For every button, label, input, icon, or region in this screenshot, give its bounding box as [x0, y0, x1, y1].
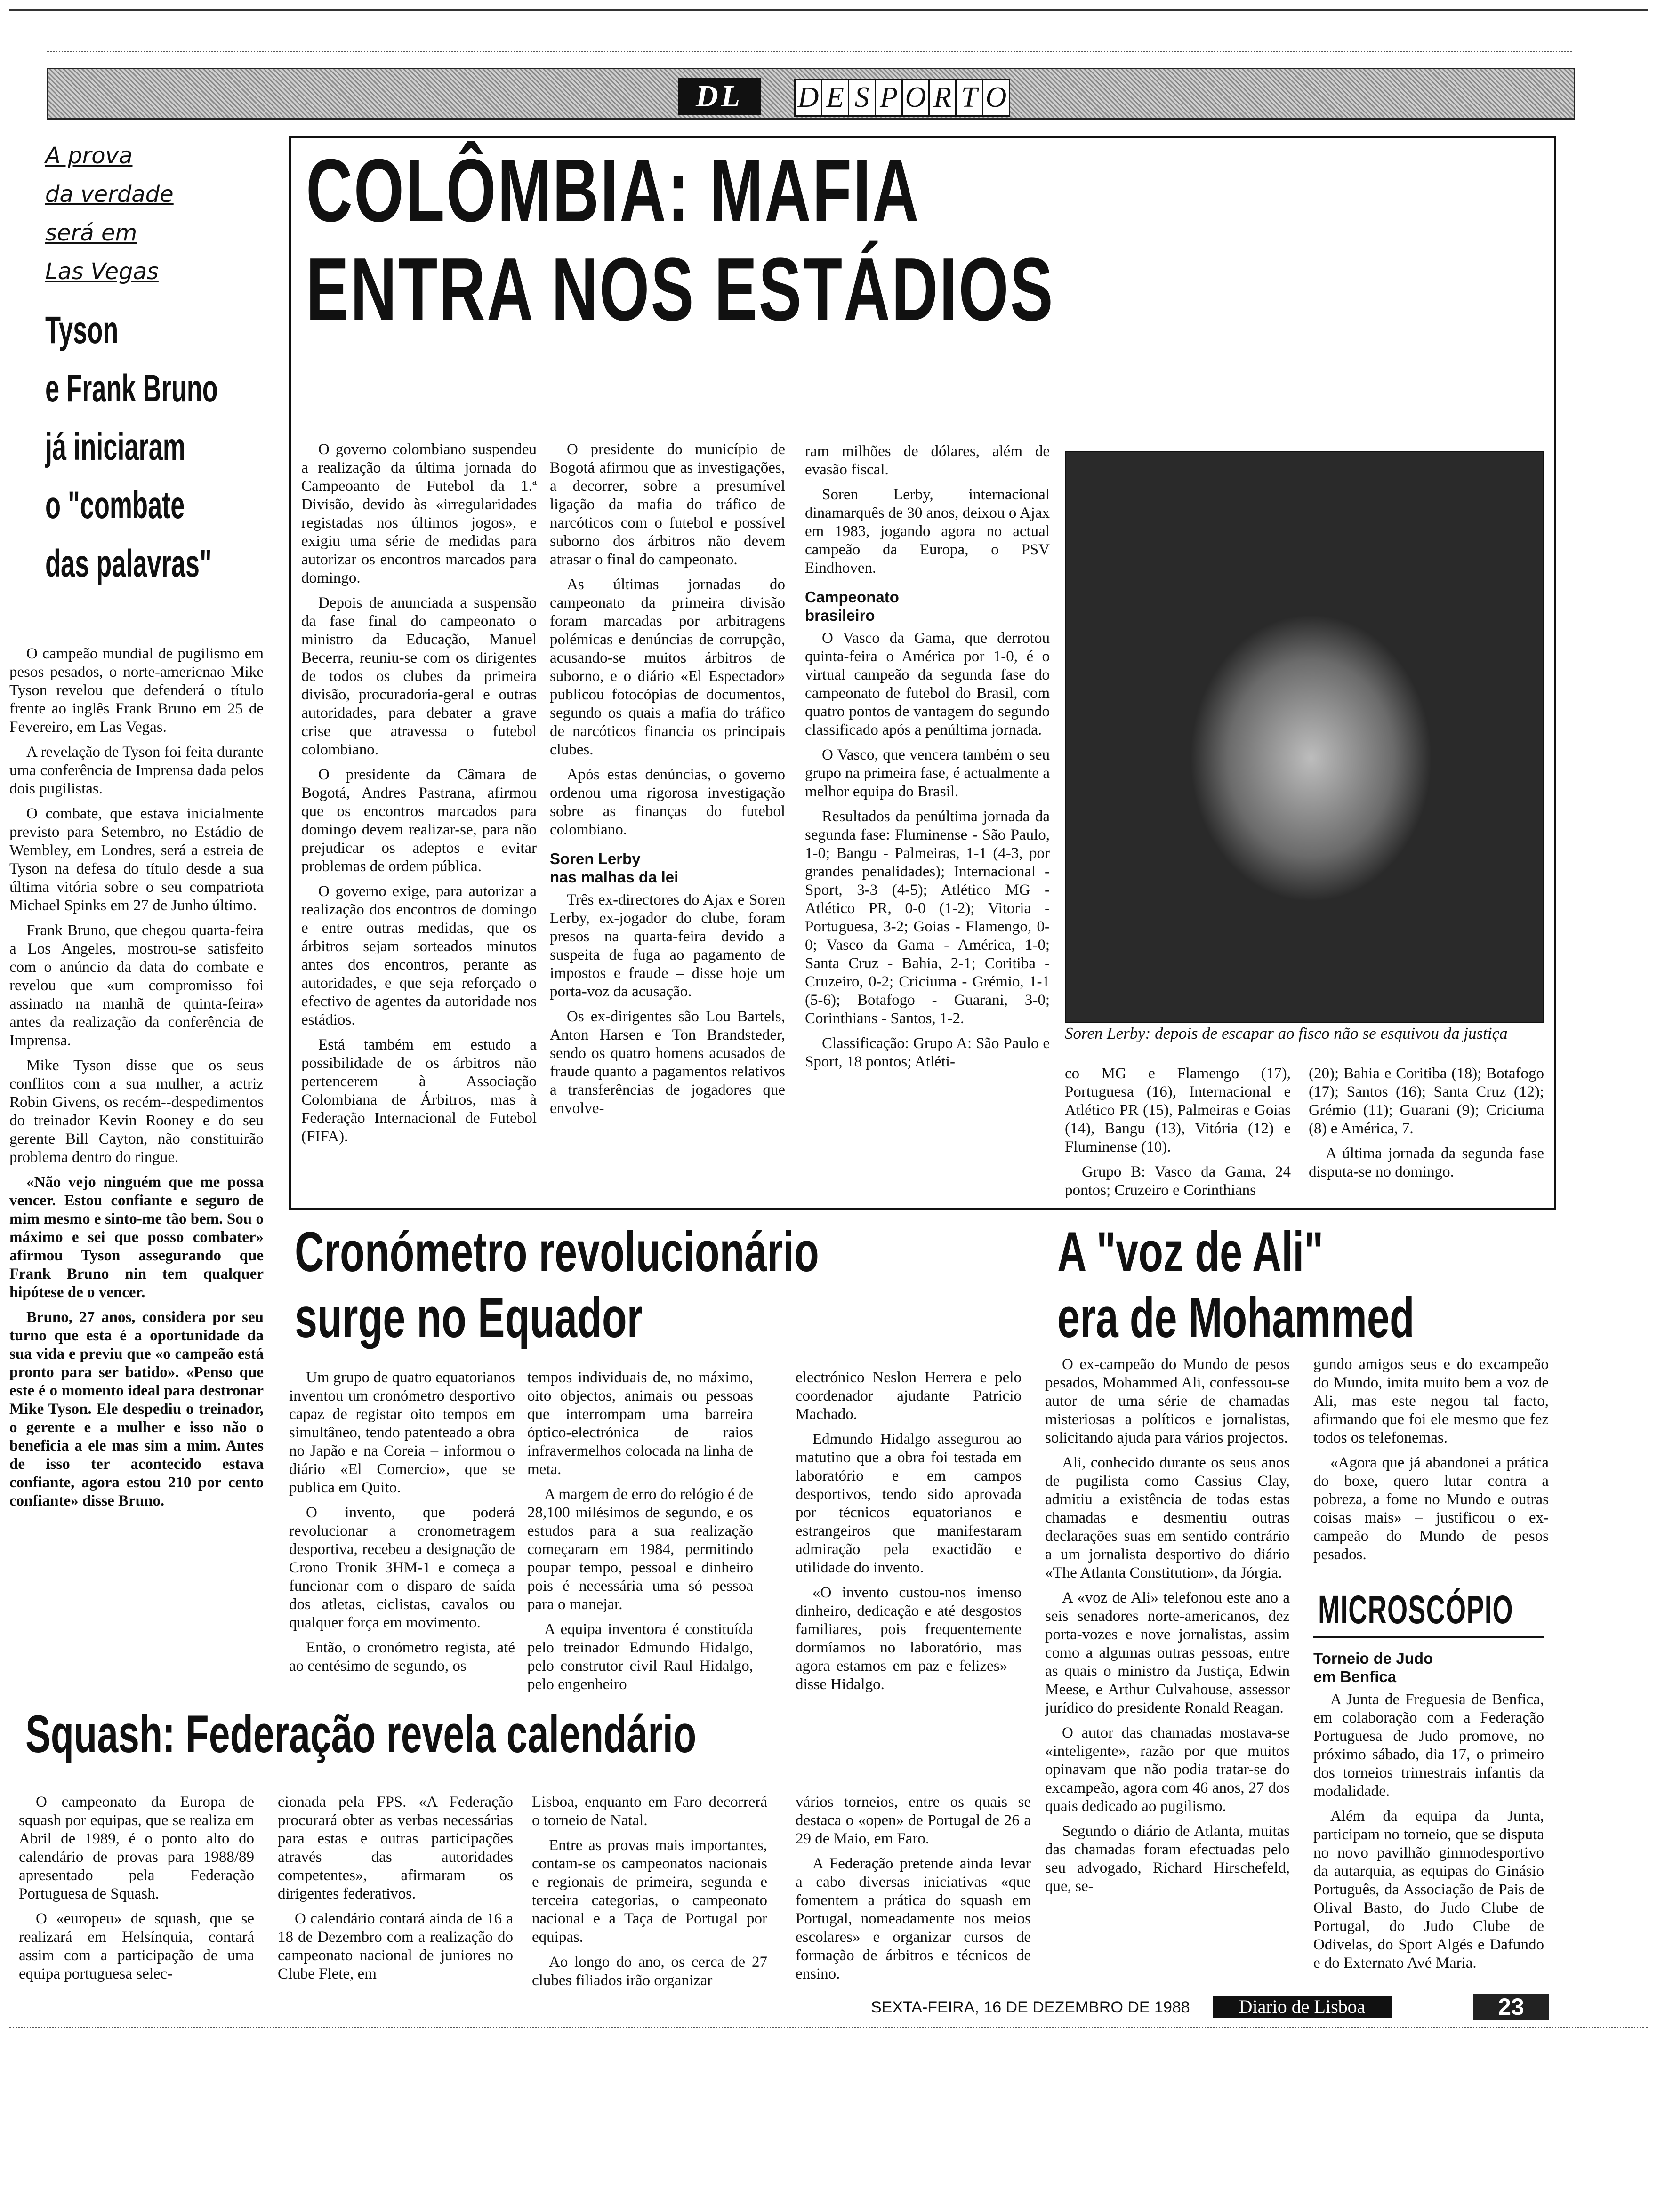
headline-line: e Frank Bruno	[45, 367, 218, 410]
paragraph: Soren Lerby, internacional dinamarquês de 30 anos, deixou o Ajax em 1983, jogando agora no actual campeão da Europa, o PSV Eindhoven.	[805, 486, 1050, 577]
kicker-line: Las Vegas	[45, 258, 159, 285]
microscopio-title: MICROSCÓPIO	[1318, 1587, 1513, 1632]
paragraph: Os ex-dirigentes são Lou Bartels, Anton Harsen e Ton Brandsteder, sendo os quatro homens acusados de fraude quanto a pagamentos relativos a transferências de jogadores que envolve-	[550, 1008, 785, 1117]
paragraph: Então, o cronómetro regista, até ao centésimo de segundo, os	[289, 1639, 515, 1675]
cronometro-col3	[796, 1369, 1022, 1700]
colombia-headline	[306, 141, 1054, 339]
paragraph: A revelação de Tyson foi feita durante uma conferência de Imprensa dada pelos dois pugilistas.	[9, 744, 264, 797]
section-letter: E	[821, 79, 849, 117]
paragraph: «Não vejo ninguém que me possa vencer. Estou confiante e seguro de mim mesmo e sinto-me tão bem. Sou o máximo e sei que posso combater» afirmou Tyson assegurando que Frank Bruno nin tem qualquer hipótese de o vencer.	[9, 1174, 264, 1301]
section-letter: R	[928, 79, 957, 117]
soren-lerby-photo	[1065, 451, 1544, 1023]
paragraph: A Federação pretende ainda levar a cabo diversas iniciativas «que fomentem a prática do squash em Portugal, nomeadamente nos meios escolares» e organizar cursos de formação de árbitros e técnicos de ensino.	[796, 1855, 1031, 1982]
section-letter: D	[794, 79, 822, 117]
paragraph: cionada pela FPS. «A Federação procurará obter as verbas necessárias para estas e outras participações através das autoridades competentes», afirmaram os dirigentes federativos.	[278, 1794, 513, 1902]
paragraph: Mike Tyson disse que os seus conflitos com a sua mulher, a actriz Robin Givens, os recém--despedimentos do treinador Kevin Rooney e do seu gerente Bill Cayton, não constituirão problema dentro do ringue.	[9, 1057, 264, 1166]
footer-page-number: 23	[1473, 1994, 1549, 2020]
paragraph: O Vasco, que vencera também o seu grupo na primeira fase, é actualmente a melhor equipa do Brasil.	[805, 746, 1050, 800]
paragraph: A equipa inventora é constituída pelo treinador Edmundo Hidalgo, pelo construtor civil Raul Hidalgo, pelo engenheiro	[527, 1621, 753, 1693]
footer-date: SEXTA-FEIRA, 16 DE DEZEMBRO DE 1988	[871, 1998, 1190, 2016]
paragraph: co MG e Flamengo (17), Portuguesa (16), Internacional e Atlético PR (15), Palmeiras e Goias (14), Bangu (13), Vitória (12) e Fluminense (10).	[1065, 1065, 1291, 1155]
colombia-col4	[1065, 1065, 1291, 1206]
paragraph: O invento, que poderá revolucionar a cronometragem desportiva, recebeu a designação de Crono Tronik 3HM-1 e começa a funcionar com o disparo de saída dos atletas, ciclistas, cavalos ou qualquer força em movimento.	[289, 1504, 515, 1631]
cronometro-col2	[527, 1369, 753, 1700]
paragraph: A margem de erro do relógio é de 28,100 milésimos de segundo, e os estudos para a sua realização começaram em 1984, permitindo poupar tempo, pessoal e dinheiro pois é necessária uma só pessoa para o manejar.	[527, 1486, 753, 1613]
paragraph: Ao longo do ano, os cerca de 27 clubes filiados irão organizar	[532, 1954, 767, 1989]
kicker-line: será em	[45, 220, 137, 246]
tyson-headline	[45, 301, 218, 593]
paragraph: (20); Bahia e Coritiba (18); Botafogo (17); Santos (16); Santa Cruz (12); Grémio (11); Guarani (9); Criciuma (8) e América, 7.	[1309, 1065, 1544, 1137]
subhead-lerby	[550, 850, 785, 886]
paragraph: Edmundo Hidalgo assegurou ao matutino que a obra foi testada em laboratório e em campos desportivos, tendo sido aprovada por técnicos equatorianos e estrangeiros que manifestaram admiração pela exactidão e utilidade do invento.	[796, 1431, 1022, 1576]
paragraph: Segundo o diário de Atlanta, muitas das chamadas foram efectuadas pelo seu advogado, Richard Hirschefeld, que, se-	[1045, 1823, 1290, 1895]
colombia-col2	[550, 441, 785, 1124]
section-letter: T	[955, 79, 983, 117]
subhead-line: Torneio de Judo	[1313, 1650, 1433, 1667]
section-letter: S	[848, 79, 876, 117]
paragraph: Classificação: Grupo A: São Paulo e Sport, 18 pontos; Atléti-	[805, 1035, 1050, 1070]
paragraph: gundo amigos seus e do excampeão do Mundo, imita muito bem a voz de Ali, mas este negou tal facto, afirmando que foi ele mesmo que fez todos os telefonemas.	[1313, 1356, 1549, 1446]
kicker-line: da verdade	[45, 181, 174, 208]
headline-line: ENTRA NOS ESTÁDIOS	[306, 240, 1054, 339]
paragraph: As últimas jornadas do campeonato da primeira divisão foram marcadas por arbitragens polémicas e denúncias de corrupção, acusando-se muitos árbitros de suborno, e o diário «El Espectador» publicou fotocópias de documentos, segundo os quais a mafia do tráfico de narcóticos financia os principais clubes.	[550, 576, 785, 758]
paragraph: Além da equipa da Junta, participam no torneio, que se disputa no novo pavilhão gimnodesportivo da autarquia, as equipas do Ginásio Português, da Associação de Pais de Olival Basto, do Judo Clube de Portugal, do Judo Clube de Odivelas, do Sport Algés e Dafundo e do Externato Avé Maria.	[1313, 1808, 1544, 1972]
paragraph: O campeão mundial de pugilismo em pesos pesados, o norte-americnao Mike Tyson revelou que defenderá o título frente ao inglês Frank Bruno em 25 de Fevereiro, em Las Vegas.	[9, 645, 264, 736]
squash-col4	[796, 1793, 1031, 1990]
paragraph: electrónico Neslon Herrera e pelo coordenador ajudante Patricio Machado.	[796, 1369, 1022, 1423]
tyson-kicker	[45, 136, 262, 291]
subhead-line: em Benfica	[1313, 1668, 1397, 1685]
paragraph: O presidente do município de Bogotá afirmou que as investigações, a decorrer, sobre a presumível ligação da mafia do tráfico de narcóticos com o futebol e possível suborno dos árbitros não devem atrasar o final do campeonato.	[550, 441, 785, 568]
paragraph: «O invento custou-nos imenso dinheiro, dedicação e até desgostos familiares, pois frequentemente dormíamos no laboratório, mas agora estamos em paz e felizes» – disse Hidalgo.	[796, 1584, 1022, 1693]
paragraph: Resultados da penúltima jornada da segunda fase: Fluminense - São Paulo, 1-0; Bangu - Palmeiras, 1-1 (4-3, por grandes penalidades); Internacional - Sport, 3-3 (4-5); Atlético MG - Atlético PR, 0-0 (1-2); Vitoria - Portuguesa, 3-2; Goias - Flamengo, 0-0; Vasco da Gama - América, 1-0; Santa Cruz - Bahia, 2-1; Coritiba - Cruzeiro, 0-2; Criciuma - Grémio, 1-1 (5-6); Botafogo - Guarani, 3-0; Corinthians - Santos, 1-2.	[805, 808, 1050, 1027]
paragraph: O ex-campeão do Mundo de pesos pesados, Mohammed Ali, confessou-se autor de uma série de chamadas misteriosas a políticos e jornalistas, solicitando ajuda para vários projectos.	[1045, 1356, 1290, 1446]
colombia-col1	[301, 441, 537, 1153]
paragraph: Um grupo de quatro equatorianos inventou um cronómetro desportivo capaz de registar oito tempos em simultâneo, tendo patenteado a obra no Japão e na Coreia – informou o diário «El Comercio», que se publica em Quito.	[289, 1369, 515, 1496]
headline-line: surge no Equador	[295, 1286, 643, 1349]
paragraph: Depois de anunciada a suspensão da fase final do campeonato o ministro da Educação, Manuel Becerra, reuniu-se com os dirigentes de todos os clubes da primeira divisão, procuradoria-geral e outras autoridades, para debater a grave crise que atravessa o futebol colombiano.	[301, 594, 537, 758]
microscopio-subhead	[1313, 1649, 1544, 1686]
paragraph: O governo colombiano suspendeu a realização da última jornada do Campeoanto de Futebol da 1.ª Divisão, devido às «irregularidades registadas nos últimos jogos», e exigiu uma série de medidas para autorizar os encontros marcados para domingo.	[301, 441, 537, 586]
colombia-col3	[805, 442, 1050, 1078]
paragraph: O «europeu» de squash, que se realizará em Helsínquia, contará assim com a participação de uma equipa portuguesa selec-	[19, 1910, 254, 1982]
paragraph: A Junta de Freguesia de Benfica, em colaboração com a Federação Portuguesa de Judo promove, no próximo sábado, dia 17, o primeiro dos torneios trimestrais infantis da modalidade.	[1313, 1691, 1544, 1800]
subhead-line: nas malhas da lei	[550, 868, 679, 886]
paragraph: O presidente da Câmara de Bogotá, Andres Pastrana, afirmou que os encontros marcados para domingo devem realizar-se, para não prejudicar os adeptos e evitar problemas de ordem pública.	[301, 766, 537, 875]
paragraph: Grupo B: Vasco da Gama, 24 pontos; Cruzeiro e Corinthians	[1065, 1163, 1291, 1199]
headline-line: Tyson	[45, 309, 119, 352]
top-border	[9, 9, 1648, 11]
section-name	[796, 79, 1010, 117]
section-letter: O	[982, 79, 1010, 117]
paragraph: A última jornada da segunda fase disputa-se no domingo.	[1309, 1145, 1544, 1180]
paragraph: Bruno, 27 anos, considera por seu turno que esta é a oportunidade da sua vida e previu que «o campeão está pronto para ser batido». «Penso que este é o momento ideal para destronar Mike Tyson. Ele despediu o treinador, o gerente e a mulher e isso não o beneficia a ele mas sim a mim. Antes de isso ter acontecido estava confiante, agora estou 210 por cento confiante» disse Bruno.	[9, 1309, 264, 1509]
top-dotted-rule	[47, 51, 1572, 52]
headline-line: já iniciaram	[45, 425, 185, 468]
paragraph: «Agora que já abandonei a prática do boxe, quero lutar contra a pobreza, a fome no Mundo e outras coisas mais» – justificou o ex-campeão do Mundo de pesos pesados.	[1313, 1454, 1549, 1563]
colombia-col5	[1309, 1065, 1544, 1188]
squash-col3	[532, 1793, 767, 1996]
subhead-brasil	[805, 588, 1050, 625]
paragraph: Ali, conhecido durante os seus anos de pugilista como Cassius Clay, admitiu a existência de todas estas chamadas e desmentiu outras declarações suas em sentido contrário a um jornalista desportivo do diário «The Atlanta Constitution», da Jórgia.	[1045, 1454, 1290, 1581]
headline-line: A "voz de Ali"	[1057, 1220, 1324, 1283]
subhead-line: Campeonato	[805, 588, 899, 606]
paragraph: O autor das chamadas mostava-se «inteligente», razão por que muitos opinavam que não podia tratar-se do excampeão, agora com 46 anos, 27 dos quais dedicado ao pugilismo.	[1045, 1724, 1290, 1815]
microscopio-rule	[1313, 1636, 1544, 1638]
squash-headline: Squash: Federação revela calendário	[25, 1705, 697, 1763]
headline-line: o "combate	[45, 484, 185, 527]
paragraph: Está também em estudo a possibilidade de os árbitros não pertencerem à Associação Colombiana de Árbitros, mas à Federação Internacional de Futebol (FIFA).	[301, 1036, 537, 1145]
cronometro-col1	[289, 1369, 515, 1682]
ali-col2	[1313, 1355, 1549, 1571]
subhead-line: Soren Lerby	[550, 850, 641, 867]
subhead-line: brasileiro	[805, 607, 875, 624]
paragraph: Frank Bruno, que chegou quarta-feira a Los Angeles, mostrou-se satisfeito com o anúncio da data do combate e revelou que «um compromisso foi assinado na manhã de quinta-feira» antes da realização da conferência de Imprensa.	[9, 922, 264, 1049]
headline-line: era de Mohammed	[1057, 1286, 1415, 1349]
paragraph: vários torneios, entre os quais se destaca o «open» de Portugal de 26 a 29 de Maio, em Faro.	[796, 1794, 1031, 1847]
section-letter: O	[901, 79, 930, 117]
paragraph: Lisboa, enquanto em Faro decorrerá o torneio de Natal.	[532, 1794, 767, 1829]
ali-headline	[1057, 1219, 1415, 1351]
paragraph: O Vasco da Gama, que derrotou quinta-feira o América por 1-0, é o virtual campeão da segunda fase do campeonato de futebol do Brasil, com quatro pontos de vantagem do segundo classificado após a penúltima jornada.	[805, 630, 1050, 738]
cronometro-headline	[295, 1219, 819, 1351]
section-letter: P	[875, 79, 903, 117]
squash-col2	[278, 1793, 513, 1990]
squash-col1	[19, 1793, 254, 1990]
paragraph: O calendário contará ainda de 16 a 18 de Dezembro com a realização do campeonato nacional de juniores no Clube Flete, em	[278, 1910, 513, 1982]
headline-line: COLÔMBIA: MAFIA	[306, 141, 920, 240]
paragraph: tempos individuais de, no máximo, oito objectos, animais ou pessoas que interrompam uma barreira óptico-electrónica de raios infravermelhos colocada na linha de meta.	[527, 1369, 753, 1478]
paragraph: O campeonato da Europa de squash por equipas, que se realiza em Abril de 1989, é o ponto alto do calendário de provas para 1988/89 apresentado pela Federação Portuguesa de Squash.	[19, 1794, 254, 1902]
footer-paper-name: Diario de Lisboa	[1213, 1996, 1392, 2018]
bottom-dotted-rule	[9, 2027, 1648, 2028]
paragraph: ram milhões de dólares, além de evasão fiscal.	[805, 443, 1050, 478]
headline-line: Cronómetro revolucionário	[295, 1220, 819, 1283]
paragraph: A «voz de Ali» telefonou este ano a seis senadores norte-americanos, dez porta-vozes e nove jornalistas, assim como a algumas outras pessoas, entre as quais o ministro da Justiça, Edwin Meese, e Arthur Culvahouse, assessor jurídico do presidente Ronald Reagan.	[1045, 1589, 1290, 1716]
paragraph: O combate, que estava inicialmente previsto para Setembro, no Estádio de Wembley, em Londres, será a estreia de Tyson na defesa do título desde a sua última vitória sobre o seu compatriota Michael Spinks em 27 de Junho último.	[9, 805, 264, 914]
ali-col1	[1045, 1355, 1290, 1902]
paragraph: O governo exige, para autorizar a realização dos encontros de domingo e entre outras medidas, que os árbitros sejam sorteados minutos antes dos encontros, perante as autoridades, e que seja reforçado o efectivo de agentes da autoridade nos estádios.	[301, 883, 537, 1028]
headline-line: das palavras"	[45, 542, 212, 585]
paragraph: Após estas denúncias, o governo ordenou uma rigorosa investigação sobre as finanças do futebol colombiano.	[550, 766, 785, 838]
microscopio-article	[1313, 1649, 1544, 1979]
tyson-article	[9, 645, 264, 1517]
kicker-line: A prova	[45, 143, 133, 169]
dl-logo: DL	[678, 78, 761, 115]
paragraph: Entre as provas mais importantes, contam-se os campeonatos nacionais e regionais de primeira, segunda e terceira categorias, o campeonato nacional e a Taça de Portugal por equipas.	[532, 1837, 767, 1946]
photo-caption: Soren Lerby: depois de escapar ao fisco não se esquivou da justiça	[1065, 1024, 1508, 1042]
paragraph: Três ex-directores do Ajax e Soren Lerby, ex-jogador do clube, foram presos na quarta-feira devido a suspeita de fuga ao pagamento de impostos e fraude – disse hoje um porta-voz da acusação.	[550, 891, 785, 1000]
